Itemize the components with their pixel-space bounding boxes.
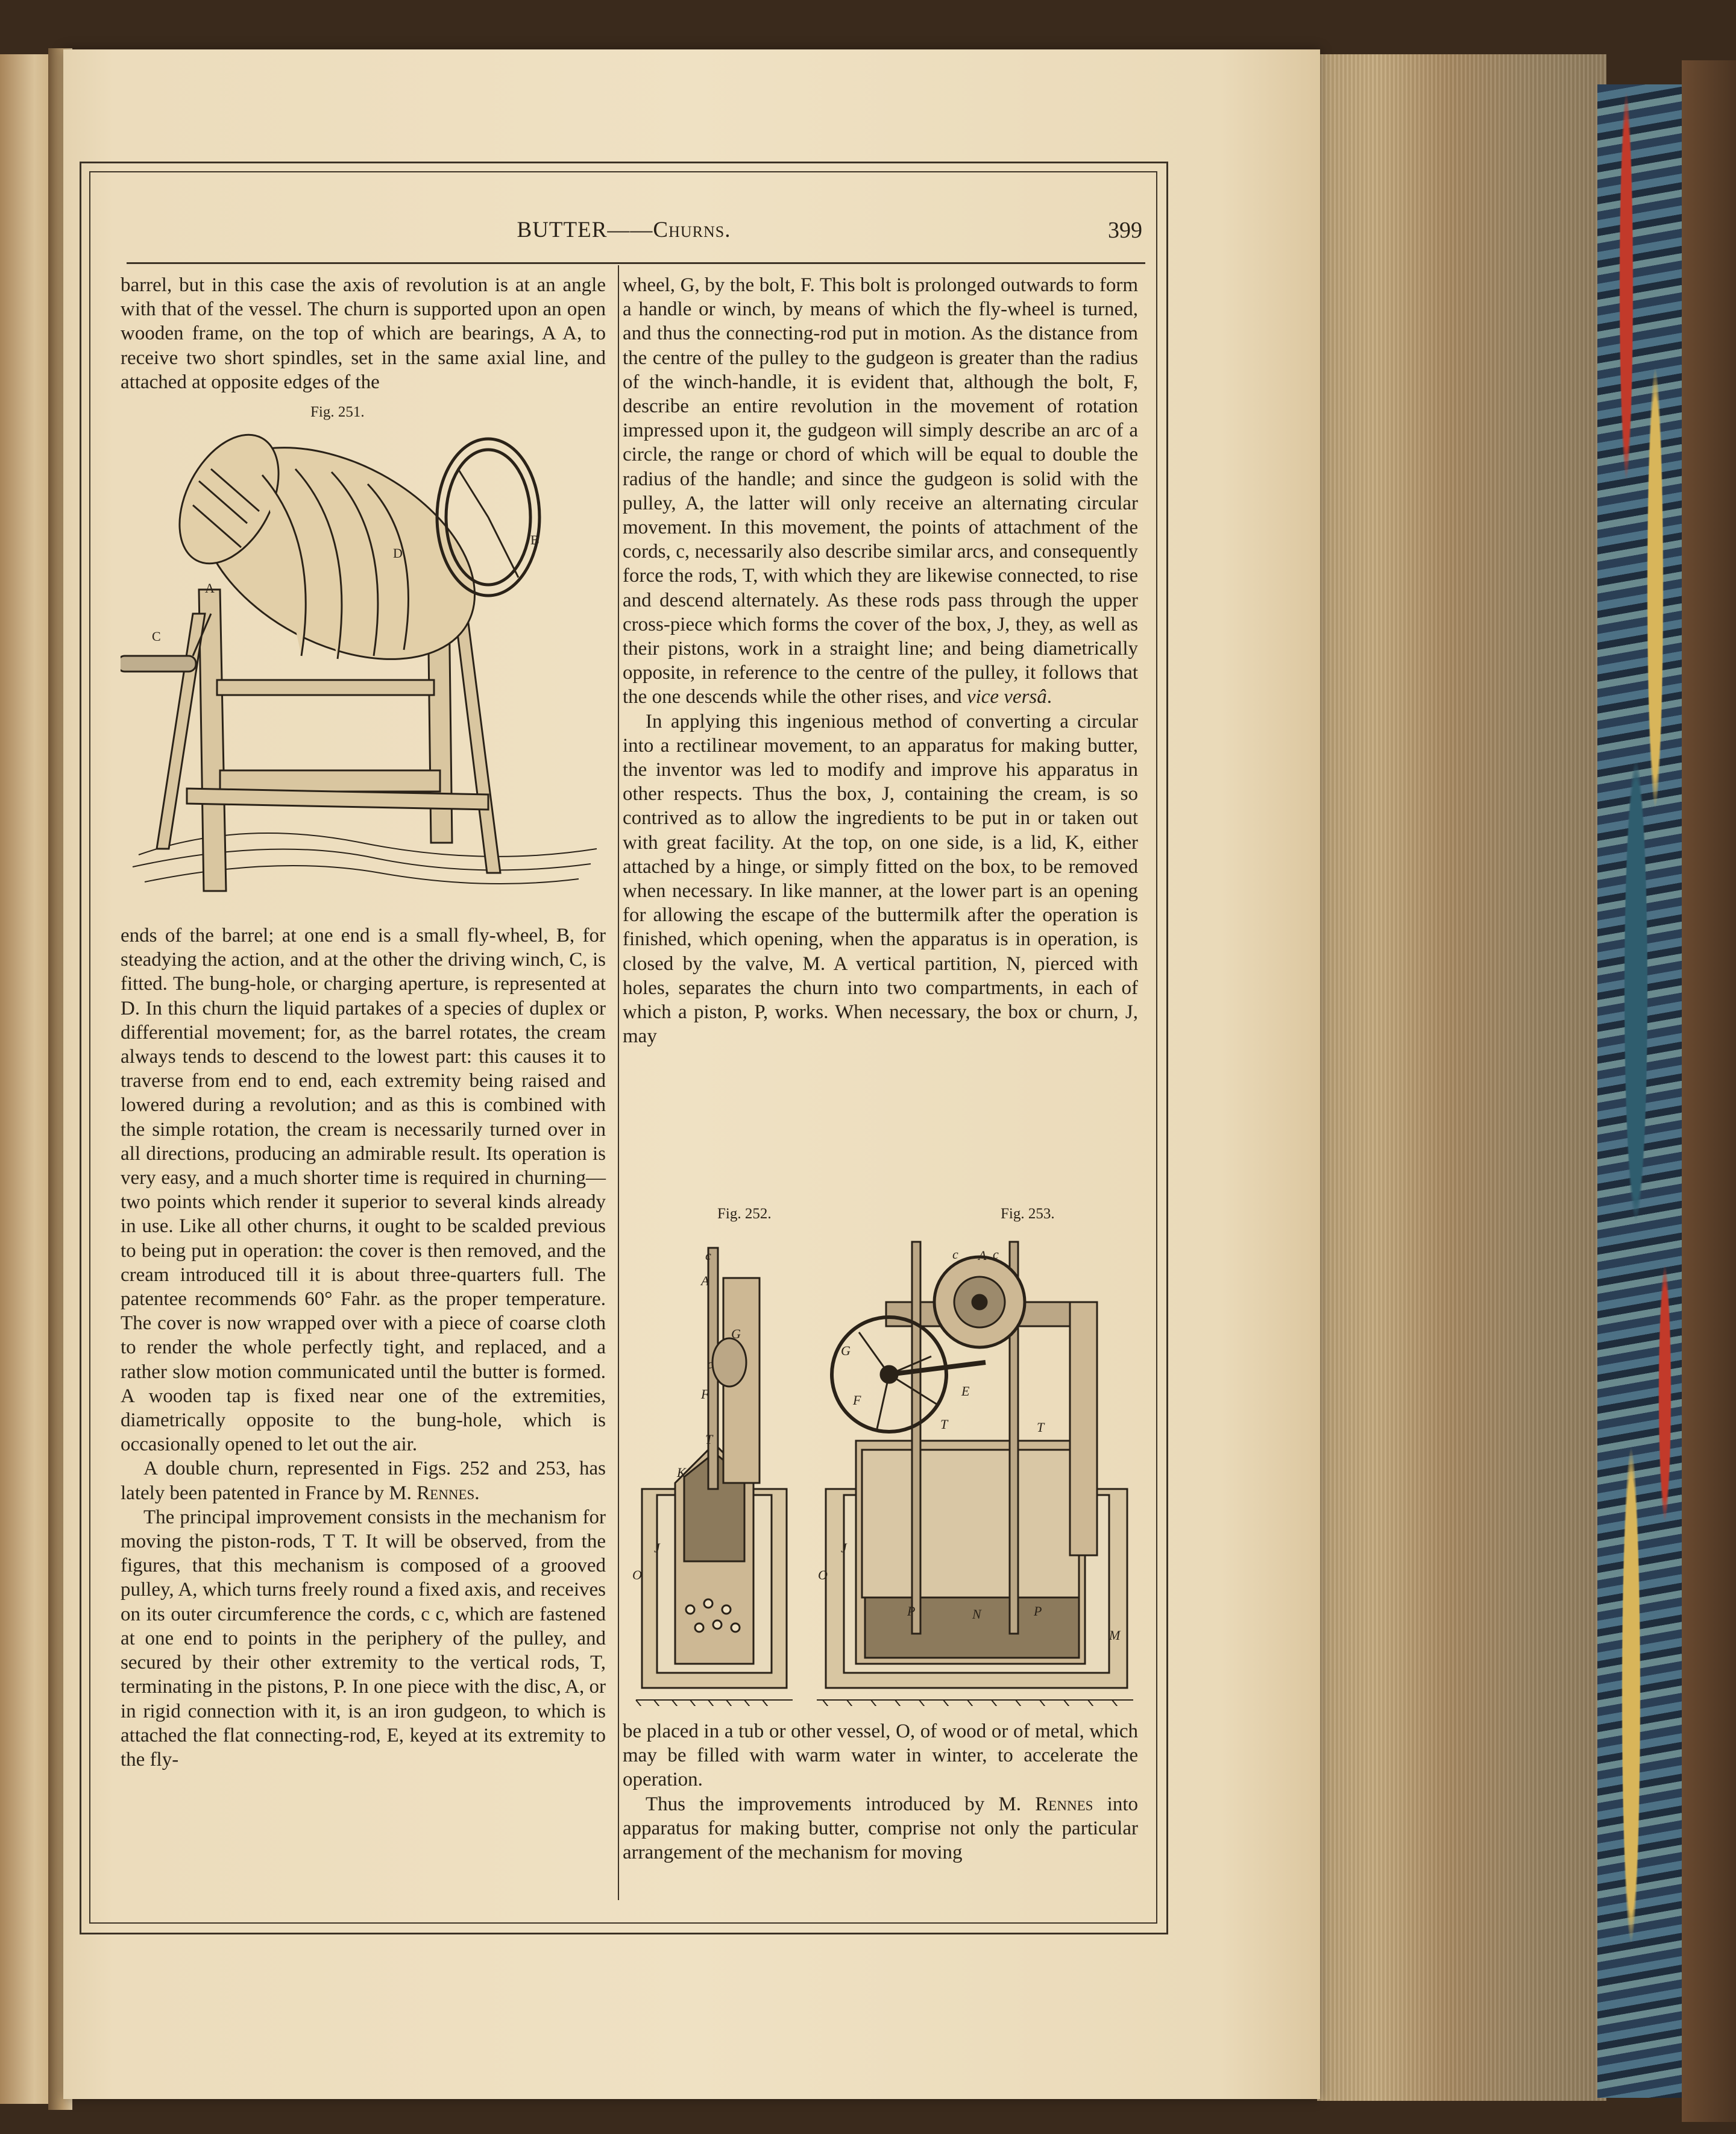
right-paragraph-2: In applying this ingenious method of converting a circular into a rectilinear movement, to an apparatus for making butter, the inventor was led to modify and improve his apparatus in other respects. Thus the box, J, containing the cream, is so contrived as to allow the ingredients to be put in or taken out with great facility. At the top, on one side, is a lid, K, either attached by a hinge, or simply fitted on the box, to be removed when necessary. In like manner, at the lower part is an opening for allowing the escape of the buttermilk after the operation is finished, which opening, when the apparatus is in operation, is closed by the valve, M. A vertical partition, N, pierced with holes, separates the churn into two compartments, in each of which a piston, P, works. When necessary, the box or churn, J, may — [623, 710, 1138, 1048]
right-paragraph-1-end: . — [1046, 686, 1052, 708]
running-head-main: BUTTER — [517, 218, 608, 242]
running-head-section: Churns. — [653, 218, 731, 242]
left-paragraph-2-text: A double churn, represented in Figs. 252 and 253, has lately been patented in France by M. — [121, 1458, 606, 1504]
running-head-dash: —— — [607, 218, 653, 242]
page-block-edges — [1317, 54, 1606, 2101]
name-rennes-2: Rennes — [1035, 1793, 1093, 1815]
fig253-label-j: J — [841, 1540, 847, 1555]
fig252-253-double-churn-illustration — [624, 1224, 1139, 1706]
right-paragraph-1-text: wheel, G, by the bolt, F. This bolt is prolonged outwards to form a handle or winch, by means of which the fly-wheel is turned, and thus the connecting-rod put in motion. As the distance from the centre of the pulley to the gudgeon is greater than the radius of the winch-handle, it is evident that, although the bolt, F, describe an entire revolution in the movement of rotation impressed upon it, the gudgeon will simply describe an arc of a circle, the range or chord of which will be equal to double the radius of the handle; and since the gudgeon is solid with the pulley, A, the latter will only receive an alternating circular movement. In this movement, the points of attachment of the cords, c, necessarily also describe similar arcs, and consequently force the rods, T, with which they are likewise connected, to rise and descend alternately. As these rods pass through the upper cross-piece which forms the cover of the box, J, they, as well as their pistons, work in a straight line; and being diametrically opposite, in reference to the centre of the pulley, it follows that the one descends while the other rises, and — [623, 274, 1138, 708]
fig252-label-k: K — [677, 1465, 686, 1480]
fig252-label-c2: c — [707, 1356, 713, 1371]
fig252-label-a: A — [701, 1273, 709, 1288]
right-column-bottom — [623, 1719, 1138, 1870]
fig253-label-g: G — [841, 1343, 851, 1358]
fig253-label-n: N — [972, 1607, 981, 1622]
left-paragraph-3: The principal improvement consists in the mechanism for moving the piston-rods, T T. It will be observed, from the figures, that this mechanism is composed of a grooved pulley, A, which turns freely round a fixed axis, and receives on its outer circumference the cords, c c, which are fastened at one end to points in the periphery of the pulley, and secured by their other extremity to the vertical rods, T, terminating in the pistons, P. In one piece with the disc, A, or in rigid connection with it, is an iron gudgeon, to which is attached the flat connecting-rod, E, keyed at its extremity to the fly- — [121, 1506, 606, 1770]
fig253-label-t2: T — [1037, 1420, 1045, 1435]
left-paragraph-1: ends of the barrel; at one end is a small fly-wheel, B, for steadying the action, and at the other the driving winch, C, is fitted. The bung-hole, or charging aperture, is represented at D. In this churn the liquid partakes of a species of duplex or differential movement; for, as the barrel rotates, the cream always tends to descend to the lowest part: this causes it to traverse from end to end, each extremity being raised and lowered during a revolution; and as this is combined with the simple rotation, the cream is necessarily turned over in all directions, producing an admirable result. Its operation is very easy, and a much shorter time is required in churning—two points which render it superior to several kinds already in use. Like all other churns, it ought to be scalded previous to being put in operation: the cover is then removed, and the cream introduced till it is about three-quarters full. The patentee recommends 60° Fahr. as the proper temperature. The cover is now wrapped over with a piece of coarse cloth to render the whole perfectly tight, and replaced, and a rather slow motion communicated until the butter is formed. A wooden tap is fixed near one of the extremities, diametrically opposite to the bung-hole, which is occasionally opened to let out the air. — [121, 925, 606, 1456]
fig252-label-j: J — [654, 1540, 660, 1555]
right-paragraph-3: be placed in a tub or other vessel, O, of wood or of metal, which may be filled with warm water in winter, to accelerate the operation. — [623, 1720, 1138, 1791]
fig253-label-e: E — [961, 1383, 970, 1399]
fig251-label-c: C — [152, 629, 161, 644]
fig252-label-o: O — [632, 1567, 642, 1582]
fig253-label-f: F — [853, 1393, 861, 1408]
fig253-front-section — [817, 1242, 1133, 1706]
fig253-caption: Fig. 253. — [1001, 1206, 1055, 1222]
fig251-label-d: D — [393, 546, 403, 561]
fig253-label-c2: c — [993, 1247, 999, 1262]
page-number: 399 — [1108, 218, 1142, 243]
fig252-label-c1: c — [705, 1248, 711, 1263]
name-rennes: Rennes — [417, 1482, 475, 1504]
column-divider — [618, 265, 619, 1900]
fig252-side-section — [636, 1248, 793, 1706]
fig253-label-t1: T — [940, 1417, 948, 1432]
fig252-label-t: T — [705, 1432, 713, 1447]
running-head — [105, 217, 1142, 251]
fig251-label-a: A — [205, 581, 215, 596]
right-paragraph-4 — [623, 1792, 1138, 1865]
right-paragraph-4-end: into apparatus for making butter, comprise not only the particular arrangement of the mechanism for moving — [623, 1793, 1139, 1864]
fig251-label-b: B — [530, 532, 539, 547]
right-paragraph-1-italic: vice versâ — [966, 686, 1047, 708]
book-cover-edge — [1682, 60, 1736, 2122]
fig251-barrel-churn-illustration — [121, 433, 606, 909]
fig251-flywheel — [437, 439, 539, 596]
left-top-text: barrel, but in this case the axis of revolution is at an angle with that of the vessel. The churn is supported upon an open wooden frame, on the top of which are bearings, A A, to receive two short spindles, set in the same axial line, and attached at opposite edges of the — [121, 274, 606, 393]
fig253-label-m: M — [1109, 1628, 1121, 1643]
left-column-body — [121, 924, 606, 1888]
fig253-label-a: A — [978, 1248, 987, 1263]
right-paragraph-1 — [623, 273, 1138, 710]
right-paragraph-4-text: Thus the improvements introduced by M. — [646, 1793, 1036, 1815]
fig252-label-f: F — [701, 1386, 709, 1402]
fig252-label-g: G — [731, 1326, 741, 1341]
left-column-top — [121, 273, 606, 397]
fig253-label-c1: c — [952, 1247, 958, 1262]
fig253-label-o: O — [818, 1567, 828, 1582]
running-head-title — [105, 217, 1142, 243]
right-column-top — [623, 273, 1138, 1192]
fig253-label-p2: P — [1034, 1604, 1042, 1619]
left-paragraph-2-end: . — [474, 1482, 480, 1504]
fig251-caption: Fig. 251. — [310, 404, 365, 420]
fig253-label-p1: P — [907, 1604, 916, 1619]
left-paragraph-2 — [121, 1456, 606, 1505]
fig252-caption: Fig. 252. — [717, 1206, 772, 1222]
header-rule — [127, 262, 1145, 264]
marbled-endpaper — [1597, 84, 1694, 2098]
